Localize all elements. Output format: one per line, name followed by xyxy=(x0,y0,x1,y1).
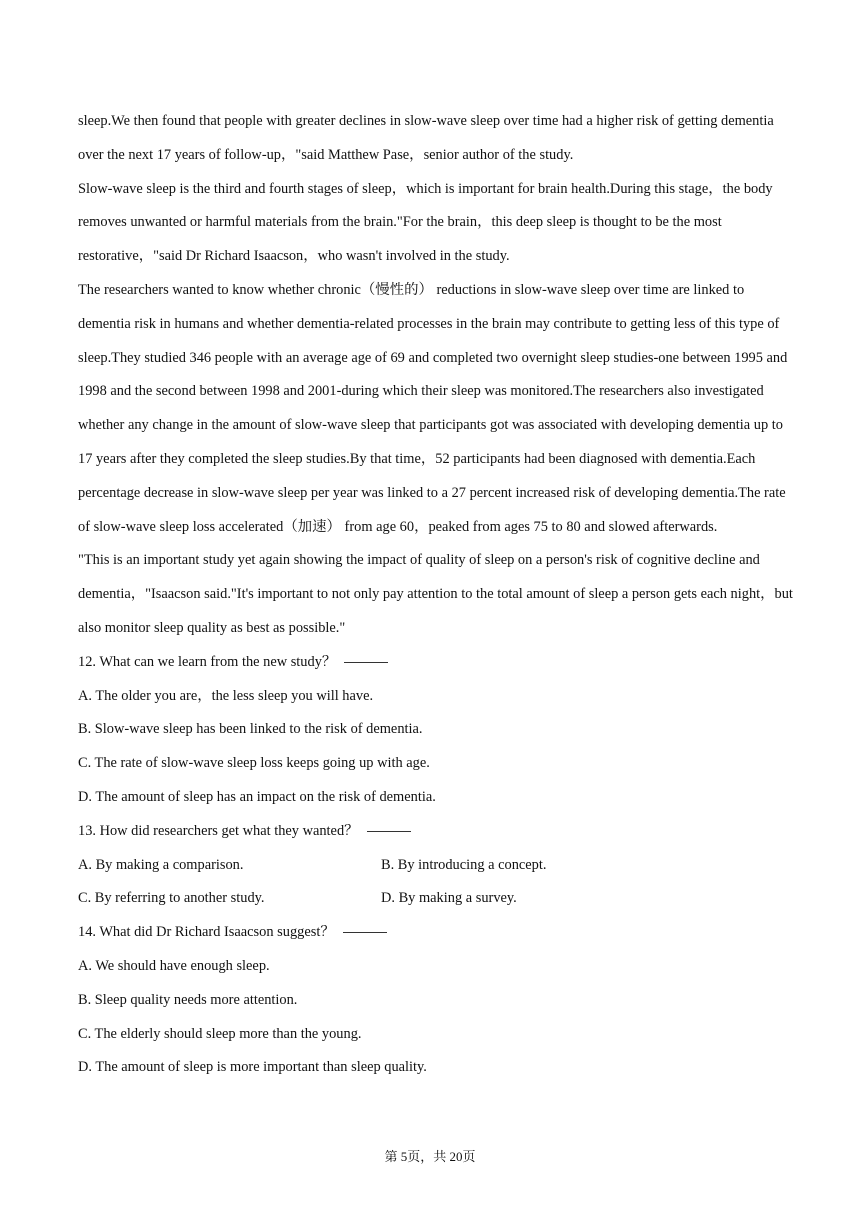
option: C. The rate of slow-wave sleep loss keeps going up with age. xyxy=(78,755,430,772)
question-12 xyxy=(78,646,794,680)
question-stem: 13. How did researchers get what they wanted？ xyxy=(78,822,359,839)
option-row xyxy=(78,882,794,916)
option: D. By making a survey. xyxy=(381,890,517,907)
passage-paragraph: "This is an important study yet again showing the impact of quality of sleep on a person's risk of cognitive decline and dementia，"Isaacson said."It's important to not only pay attention to the total amount of sleep a person gets each night，but also monitor sleep quality as best as possible." xyxy=(78,552,793,636)
option: D. The amount of sleep has an impact on the risk of dementia. xyxy=(78,788,436,805)
option: C. The elderly should sleep more than the young. xyxy=(78,1025,362,1042)
passage-paragraph: sleep.We then found that people with greater declines in slow-wave sleep over time had a higher risk of getting dementia over the next 17 years of follow-up，"said Matthew Pase，senior author of the study. xyxy=(78,113,774,163)
passage-paragraph: The researchers wanted to know whether chronic（慢性的） reductions in slow-wave sleep over time are linked to dementia risk in humans and whether dementia-related processes in the brain may contribute to getting less of this type of sleep.They studied 346 people with an average age of 69 and completed two overnight sleep studies-one between 1995 and 1998 and the second between 1998 and 2001-during which their sleep was monitored.The researchers also investigated whether any change in the amount of slow-wave sleep that participants got was associated with developing dementia up to 17 years after they completed the sleep studies.By that time，52 participants had been diagnosed with dementia.Each percentage decrease in slow-wave sleep per year was linked to a 27 percent increased risk of developing dementia.The rate of slow-wave sleep loss accelerated（加速） from age 60，peaked from ages 75 to 80 and slowed afterwards. xyxy=(78,281,788,535)
question-stem: 12. What can we learn from the new study？ xyxy=(78,653,337,670)
passage-paragraph: Slow-wave sleep is the third and fourth stages of sleep，which is important for brain health.During this stage，the body removes unwanted or harmful materials from the brain."For the brain，this deep sleep is thought to be the most restorative，"said Dr Richard Isaacson，who wasn't involved in the study. xyxy=(78,180,773,265)
option: C. By referring to another study. xyxy=(78,890,265,907)
option-row xyxy=(78,849,794,883)
question-14 xyxy=(78,916,794,950)
option: D. The amount of sleep is more important than sleep quality. xyxy=(78,1059,427,1076)
option: B. By introducing a concept. xyxy=(381,856,547,873)
answer-blank xyxy=(343,931,387,933)
option: A. By making a comparison. xyxy=(78,856,244,873)
page-content xyxy=(78,105,794,1085)
answer-blank xyxy=(344,661,388,663)
question-stem: 14. What did Dr Richard Isaacson suggest？ xyxy=(78,924,335,941)
question-13 xyxy=(78,815,794,849)
answer-blank xyxy=(367,830,411,832)
option: A. The older you are，the less sleep you will have. xyxy=(78,687,374,704)
option: A. We should have enough sleep. xyxy=(78,957,270,974)
option: B. Slow-wave sleep has been linked to the risk of dementia. xyxy=(78,721,423,738)
page-number-footer: 第 5页，共 20页 xyxy=(384,1149,476,1164)
option: B. Sleep quality needs more attention. xyxy=(78,991,298,1008)
